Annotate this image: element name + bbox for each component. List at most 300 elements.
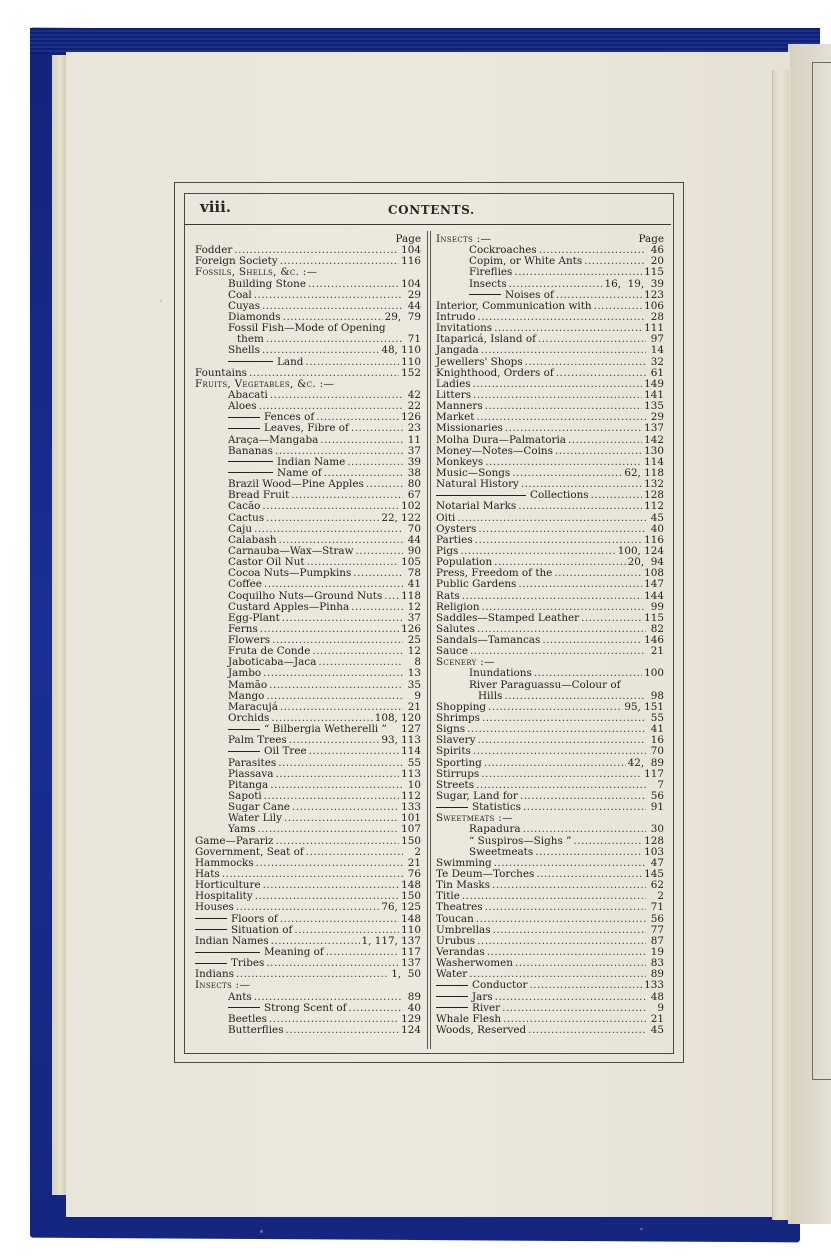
entry-text: Inundations: [469, 667, 532, 680]
dot-leader: [269, 1014, 399, 1025]
entry-page: 21: [650, 645, 664, 658]
entry-page: 19: [650, 946, 664, 958]
entry-text: Parties: [436, 533, 473, 546]
entry-page: 116: [644, 533, 664, 546]
entry-label: [195, 713, 269, 724]
entry-text: Indian Name: [277, 455, 346, 468]
entry-page: 40: [650, 522, 664, 535]
dot-leader: [291, 490, 403, 501]
entry-text: Missionaries: [436, 422, 503, 435]
entry-page: 123: [644, 288, 664, 301]
dot-leader: [477, 936, 646, 947]
entry-page: 142: [644, 433, 664, 446]
paper-spot: [260, 1230, 263, 1233]
entry-page: 21: [650, 1012, 664, 1025]
entry-text: Strong Scent of: [264, 1001, 347, 1014]
dot-leader: [266, 958, 399, 969]
entry-page: 28: [650, 310, 664, 323]
index-entry: [436, 680, 664, 691]
entry-page: 71: [650, 901, 664, 914]
index-entry: [436, 969, 664, 980]
dot-leader: [478, 735, 647, 746]
entry-text: Oiti: [436, 511, 456, 524]
entry-page: 111: [644, 322, 664, 335]
dot-leader: [462, 591, 642, 602]
entry-page: 8: [414, 656, 421, 669]
dot-leader: [308, 279, 399, 290]
dot-leader: [347, 457, 403, 468]
entry-label: [436, 969, 467, 980]
entry-text: Collections: [530, 489, 589, 502]
dot-leader: [581, 613, 642, 624]
entry-page: 47: [650, 856, 664, 869]
dot-leader: [594, 301, 643, 312]
entry-text: Butterflies: [228, 1023, 284, 1036]
entry-page: 22: [407, 400, 421, 413]
dot-leader: [554, 568, 642, 579]
entry-page: 61: [650, 366, 664, 379]
entry-text: Diamonds: [228, 310, 281, 323]
dot-leader: [542, 635, 642, 646]
ditto-dash: [228, 361, 273, 362]
entry-text: Beetles: [228, 1012, 267, 1025]
dot-leader: [493, 925, 646, 936]
dot-leader: [260, 624, 399, 635]
entry-page: 14: [650, 344, 664, 357]
entry-text: Horticulture: [195, 879, 261, 892]
entry-page: 108, 120: [374, 712, 421, 725]
entry-page: 150: [401, 834, 421, 847]
entry-page: 29, 79: [384, 310, 421, 323]
entry-label: [195, 1003, 347, 1014]
contents-column-left: [195, 234, 421, 1036]
entry-page: 32: [650, 355, 664, 368]
entry-label: [195, 323, 386, 334]
dot-leader: [473, 746, 646, 757]
index-entry: [436, 992, 664, 1003]
entry-text: Intrudo: [436, 310, 476, 323]
ditto-dash: [195, 963, 227, 964]
entry-page: 147: [644, 578, 664, 591]
entry-page: 78: [407, 567, 421, 580]
entry-text: Monkeys: [436, 455, 484, 468]
ditto-dash: [228, 428, 260, 429]
entry-page: 10: [407, 778, 421, 791]
entry-text: Orchids: [228, 712, 270, 725]
dot-leader: [476, 914, 646, 925]
entry-text: Fossils, Shells, &c. :—: [195, 266, 318, 279]
dot-leader: [266, 691, 403, 702]
entry-text: Shrimps: [436, 712, 480, 725]
entry-text: Sporting: [436, 756, 482, 769]
entry-text: Abacati: [228, 388, 268, 401]
dot-leader: [568, 435, 642, 446]
entry-text: Leaves, Fibre of: [264, 422, 349, 435]
entry-text: Tribes: [231, 957, 265, 970]
entry-label: [195, 401, 257, 412]
entry-text: Ants: [228, 990, 252, 1003]
entry-text: Cacão: [228, 500, 261, 513]
dot-leader: [351, 602, 403, 613]
entry-text: Washerwomen: [436, 957, 513, 970]
entry-text: Hills: [478, 689, 503, 702]
entry-page: 11: [407, 433, 421, 446]
entry-label: [195, 724, 387, 735]
entry-page: 107: [401, 823, 421, 836]
entry-text: Market: [436, 411, 475, 424]
dot-leader: [257, 824, 399, 835]
entry-text: Indians: [195, 968, 234, 981]
dot-leader: [286, 1025, 400, 1036]
entry-text: Egg-Plant: [228, 611, 280, 624]
entry-page: 89: [407, 990, 421, 1003]
dot-leader: [305, 357, 399, 368]
entry-page: 80: [407, 478, 421, 491]
ditto-dash: [228, 751, 260, 752]
dot-leader: [518, 579, 642, 590]
entry-label: [195, 568, 351, 579]
entry-text: Notarial Marks: [436, 500, 517, 513]
entry-text: Government, Seat of: [195, 845, 304, 858]
entry-page: 104: [401, 277, 421, 290]
entry-text: Itaparicá, Island of: [436, 333, 536, 346]
entry-page: 39: [407, 455, 421, 468]
entry-label: [436, 279, 507, 290]
entry-text: Fences of: [264, 411, 315, 424]
dot-leader: [584, 256, 646, 267]
entry-page: 132: [644, 478, 664, 491]
entry-text: Coquilho Nuts—Ground Nuts: [228, 589, 383, 602]
entry-text: Cuyas: [228, 299, 261, 312]
entry-text: Insects: [469, 277, 507, 290]
entry-text: Molha Dura—Palmatoria: [436, 433, 566, 446]
dot-leader: [518, 501, 642, 512]
entry-text: Fountains: [195, 366, 247, 379]
entry-page: 146: [644, 634, 664, 647]
entry-text: Game—Parariz: [195, 834, 274, 847]
dot-leader: [282, 613, 403, 624]
page-gutter-leaf: [772, 70, 789, 1220]
entry-page: 21: [407, 856, 421, 869]
entry-page: 1, 50: [391, 968, 421, 981]
entry-text: Insects :—: [195, 979, 251, 992]
dot-leader: [457, 513, 646, 524]
entry-page: 41: [407, 578, 421, 591]
dot-leader: [514, 267, 642, 278]
entry-text: Natural History: [436, 478, 519, 491]
entry-page: 149: [644, 377, 664, 390]
entry-page: 29: [407, 288, 421, 301]
index-entry: [436, 958, 664, 969]
entry-text: Hats: [195, 868, 220, 881]
entry-page: 133: [401, 801, 421, 814]
entry-text: Coffee: [228, 578, 262, 591]
index-entry: [436, 880, 664, 891]
entry-page: 46: [650, 244, 664, 257]
entry-label: [195, 446, 273, 457]
dot-leader: [515, 958, 646, 969]
entry-page: 1, 117, 137: [361, 934, 421, 947]
entry-label: [195, 992, 252, 1003]
entry-text: Hammocks: [195, 856, 254, 869]
entry-text: Statistics: [472, 801, 521, 814]
dot-leader: [256, 858, 403, 869]
entry-page: 83: [650, 957, 664, 970]
facing-page-frame: [812, 62, 831, 1080]
dot-leader: [470, 646, 646, 657]
entry-page: 71: [407, 333, 421, 346]
entry-text: Mango: [228, 689, 265, 702]
dot-leader: [467, 724, 646, 735]
index-entry: [436, 980, 664, 991]
entry-page: 2: [414, 845, 421, 858]
entry-text: Palm Trees: [228, 734, 287, 747]
entry-text: Theatres: [436, 901, 483, 914]
dot-leader: [236, 969, 389, 980]
entry-page: 55: [407, 756, 421, 769]
entry-page: 7: [657, 778, 664, 791]
dot-leader: [536, 869, 642, 880]
entry-page: 29: [650, 411, 664, 424]
entry-text: Aloes: [228, 400, 257, 413]
dot-leader: [485, 902, 646, 913]
entry-text: Whale Flesh: [436, 1012, 502, 1025]
dot-leader: [488, 702, 622, 713]
entry-text: Religion: [436, 600, 480, 613]
entry-page: 108: [644, 567, 664, 580]
entry-page: 152: [401, 366, 421, 379]
entry-text: Knighthood, Orders of: [436, 366, 554, 379]
entry-text: Invitations: [436, 322, 493, 335]
entry-page: 77: [650, 923, 664, 936]
entry-text: Woods, Reserved: [436, 1023, 527, 1036]
entry-page: 97: [650, 333, 664, 346]
entry-page: 42: [407, 388, 421, 401]
entry-text: Fruits, Vegetables, &c. :—: [195, 377, 335, 390]
entry-page: 93, 113: [381, 734, 421, 747]
entry-page: 40: [407, 1001, 421, 1014]
entry-text: Castor Oil Nut: [228, 556, 305, 569]
entry-text: Tin Masks: [436, 879, 491, 892]
entry-page: 114: [401, 745, 421, 758]
dot-leader: [309, 746, 399, 757]
entry-page: 37: [407, 611, 421, 624]
dot-leader: [484, 758, 626, 769]
entry-label: [195, 902, 234, 913]
entry-page: 116: [401, 255, 421, 268]
index-entry: [195, 902, 421, 913]
entry-page: 9: [657, 1001, 664, 1014]
dot-leader: [555, 446, 642, 457]
entry-text: “ Suspiros—Sighs ”: [469, 834, 572, 847]
dot-leader: [482, 713, 646, 724]
dot-leader: [353, 568, 403, 579]
entry-label: [195, 936, 269, 947]
dot-leader: [262, 301, 403, 312]
ditto-dash: [436, 996, 468, 997]
entry-page: 67: [407, 489, 421, 502]
entry-text: Te Deum—Torches: [436, 868, 535, 881]
ditto-dash: [228, 472, 273, 473]
entry-page: 70: [650, 745, 664, 758]
entry-page: 37: [407, 444, 421, 457]
index-entry: [195, 858, 421, 869]
entry-text: Foreign Society: [195, 255, 278, 268]
entry-text: Houses: [195, 901, 234, 914]
entry-page: 148: [401, 879, 421, 892]
dot-leader: [263, 880, 400, 891]
dot-leader: [384, 591, 399, 602]
entry-text: Ferns: [228, 622, 258, 635]
ditto-dash: [469, 294, 501, 295]
entry-text: Custard Apples—Pinha: [228, 600, 350, 613]
dot-leader: [528, 1025, 646, 1036]
entry-text: Salutes: [436, 622, 475, 635]
page-label: Page: [638, 233, 664, 245]
ditto-dash: [436, 1007, 468, 1008]
entry-text: Litters: [436, 388, 472, 401]
entry-page: 98: [650, 689, 664, 702]
entry-page: 150: [401, 890, 421, 903]
entry-text: Rats: [436, 589, 460, 602]
dot-leader: [280, 914, 399, 925]
entry-text: Meaning of: [264, 946, 324, 958]
page-number: viii.: [200, 198, 232, 216]
dot-leader: [284, 813, 399, 824]
entry-text: Manners: [436, 400, 483, 413]
entry-page: 91: [650, 801, 664, 814]
dot-leader: [254, 290, 403, 301]
entry-page: 16, 19, 39: [604, 277, 664, 290]
entry-text: Sugar, Land for: [436, 790, 518, 803]
dot-leader: [523, 802, 646, 813]
index-entry: [195, 1025, 421, 1036]
entry-label: [195, 457, 345, 468]
entry-page: 126: [401, 622, 421, 635]
entry-page: 105: [401, 556, 421, 569]
entry-page: 21: [407, 700, 421, 713]
dot-leader: [535, 847, 642, 858]
entry-page: 22, 122: [381, 511, 421, 524]
entry-text: Money—Notes—Coins: [436, 444, 553, 457]
entry-page: 145: [644, 868, 664, 881]
entry-page: 115: [644, 611, 664, 624]
index-entry: [436, 501, 664, 512]
entry-text: Toucan: [436, 912, 474, 925]
entry-page: 12: [407, 645, 421, 658]
ditto-dash: [436, 495, 526, 496]
entry-text: Oysters: [436, 522, 477, 535]
entry-page: 137: [644, 422, 664, 435]
entry-page: 12: [407, 600, 421, 613]
entry-text: Building Stone: [228, 277, 306, 290]
dot-leader: [366, 479, 403, 490]
dot-leader: [591, 490, 643, 501]
entry-page: 129: [401, 1012, 421, 1025]
entry-text: Slavery: [436, 734, 476, 747]
entry-page: 144: [644, 589, 664, 602]
entry-text: Verandas: [436, 946, 485, 958]
entry-text: Fireflies: [469, 266, 513, 279]
entry-page: 100: [644, 667, 664, 680]
dot-leader: [278, 758, 403, 769]
index-entry: [436, 579, 664, 590]
ditto-dash: [436, 807, 468, 808]
dot-leader: [270, 390, 403, 401]
entry-text: Cockroaches: [469, 244, 537, 257]
dot-leader: [292, 802, 399, 813]
ditto-dash: [228, 417, 260, 418]
index-heading: Insects :—: [436, 233, 492, 245]
paper-spot: [640, 1228, 643, 1230]
ditto-dash: [195, 952, 260, 953]
entry-text: Yams: [228, 823, 256, 836]
entry-text: Piassava: [228, 767, 274, 780]
entry-text: Bananas: [228, 444, 273, 457]
index-entry: [195, 323, 421, 334]
entry-page: 118: [401, 589, 421, 602]
entry-text: Oil Tree: [264, 745, 307, 758]
entry-page: 48: [650, 990, 664, 1003]
dot-leader: [502, 1003, 646, 1014]
dot-leader: [306, 847, 403, 858]
entry-text: Sauce: [436, 645, 468, 658]
dot-leader: [351, 423, 403, 434]
entry-text: Cocoa Nuts—Pumpkins: [228, 567, 352, 580]
index-entry: [195, 735, 421, 746]
entry-text: Situation of: [231, 923, 293, 936]
entry-page: 112: [644, 500, 664, 513]
entry-page: 55: [650, 712, 664, 725]
entry-page: 9: [414, 689, 421, 702]
ditto-dash: [228, 461, 273, 462]
entry-page: 148: [401, 912, 421, 925]
entry-text: Shopping: [436, 700, 487, 713]
entry-text: Pitanga: [228, 778, 269, 791]
page-header: [185, 196, 671, 225]
ditto-dash: [228, 1007, 260, 1008]
dot-leader: [320, 435, 403, 446]
dot-leader: [573, 836, 642, 847]
entry-page: 133: [644, 979, 664, 992]
entry-text: Floors of: [231, 912, 278, 925]
entry-page: 95, 151: [624, 700, 664, 713]
entry-page: 128: [644, 834, 664, 847]
dot-leader: [485, 401, 642, 412]
entry-text: Signs: [436, 723, 466, 736]
paper-spot: [160, 300, 162, 302]
entry-text: Press, Freedom of the: [436, 567, 553, 580]
entry-text: Fruta de Conde: [228, 645, 311, 658]
entry-text: Population: [436, 556, 493, 569]
entry-text: Bread Fruit: [228, 489, 290, 502]
entry-page: 42, 89: [627, 756, 664, 769]
entry-page: 62, 118: [624, 466, 664, 479]
entry-page: 44: [407, 299, 421, 312]
dot-leader: [478, 312, 646, 323]
entry-text: Spirits: [436, 745, 471, 758]
entry-text: Land: [277, 355, 304, 368]
entry-text: Music—Songs: [436, 466, 511, 479]
entry-page: 76, 125: [381, 901, 421, 914]
entry-page: 16: [650, 734, 664, 747]
dot-leader: [478, 524, 646, 535]
ditto-dash: [228, 729, 260, 730]
entry-page: 2: [657, 890, 664, 903]
entry-page: 135: [644, 400, 664, 413]
entry-text: Indian Names: [195, 934, 269, 947]
dot-leader: [356, 546, 404, 557]
